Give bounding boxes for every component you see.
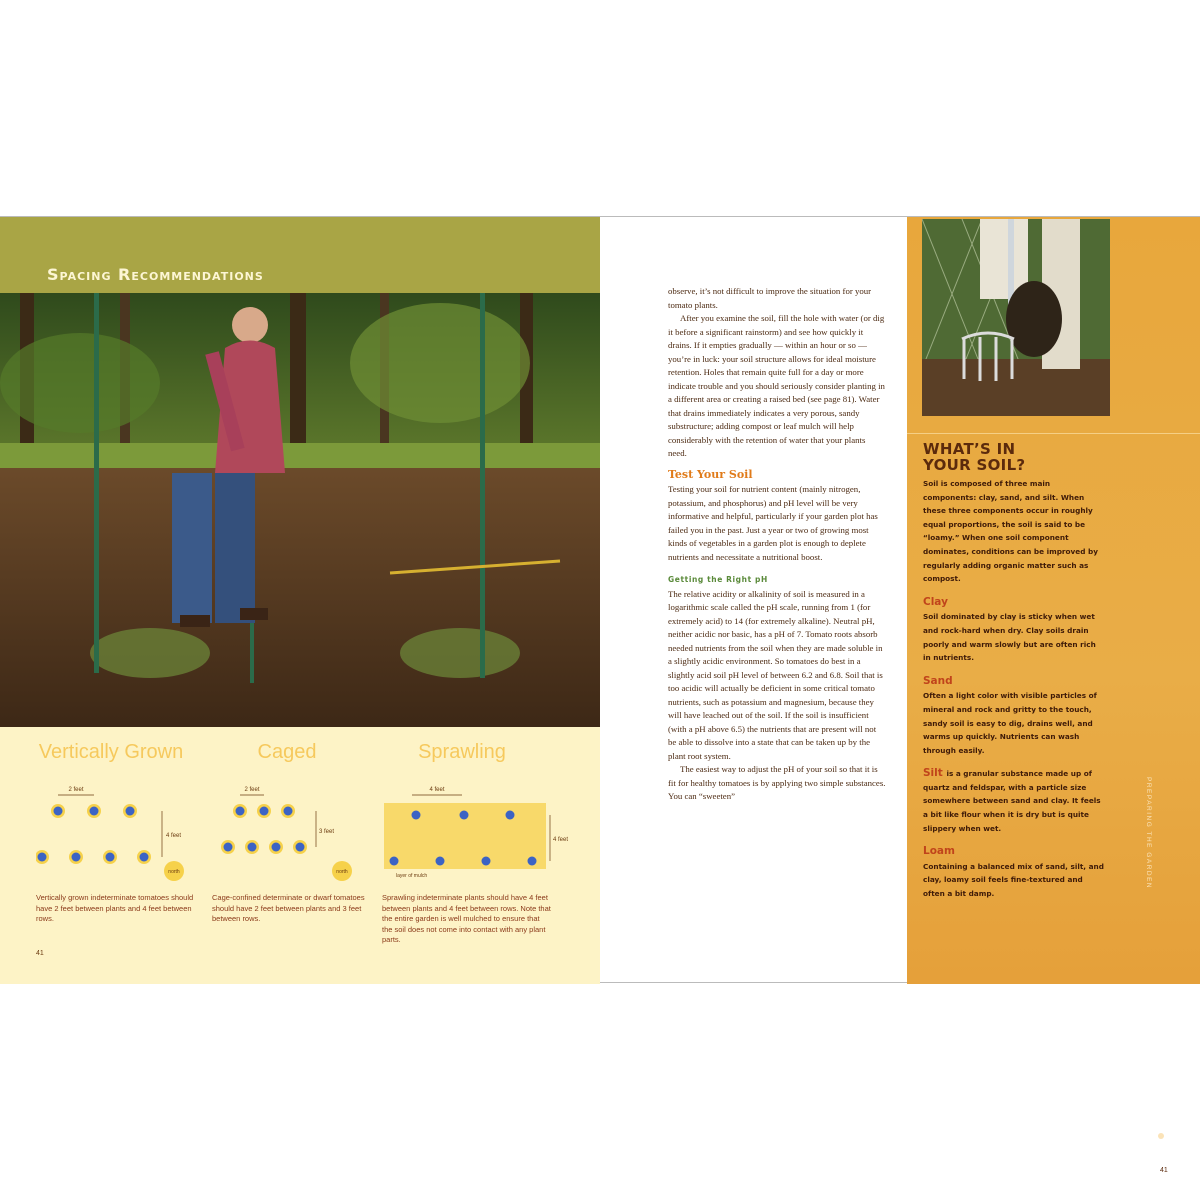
plant-dot <box>506 811 515 820</box>
diagram-vertically-grown <box>36 741 226 981</box>
diagram-caged-svg <box>212 771 372 881</box>
row-label: 3 feet <box>319 829 335 835</box>
banner-title: Spacing Recommendations <box>47 265 264 284</box>
plant-dot <box>284 807 293 816</box>
diagram-title: Caged <box>257 741 317 763</box>
loam-heading: Loam <box>923 845 955 858</box>
plant-dot <box>90 807 99 816</box>
row-label: 4 feet <box>553 837 569 843</box>
pitchfork-photo-illustration <box>922 219 1110 416</box>
running-head-dot <box>1158 1133 1164 1139</box>
north-label: north <box>336 869 348 875</box>
sidebar-title-line2: YOUR SOIL? <box>923 456 1026 474</box>
paragraph: The easiest way to adjust the pH of your soil so that it is fit for healthy tomatoes is by applying two simple substances. You can “sweeten” <box>668 764 886 801</box>
plant-row-bottom <box>36 850 151 864</box>
paragraph: After you examine the soil, fill the hole with water (or dig it before a significant rainstorm) and see how quickly it drains. If it empties gradually — within an hour or so — you’re in luck: your soil structure allows for ideal moisture retention. Holes that remain quite full for a day or more indicate trouble and you should seriously consider planting in a different area or creating a raised bed (see page 81). Water that drains immediately indicates a very porous, sandy substructure; adding compost or leaf mulch will help considerably with the retention of water that your plants need. <box>668 313 885 458</box>
sand-heading: Sand <box>923 674 953 687</box>
north-label: north <box>168 869 180 875</box>
section-heading: Test Your Soil <box>668 467 753 481</box>
plant-dot <box>38 853 47 862</box>
spacing-label: 2 feet <box>68 787 84 793</box>
running-head: PREPARING THE GARDEN <box>1145 777 1152 890</box>
sidebar-text <box>923 441 1105 901</box>
clay-heading: Clay <box>923 595 948 608</box>
subsection-heading: Getting the Right pH <box>668 575 768 584</box>
diagram-caption: Vertically grown indeterminate tomatoes should have 2 feet between plants and 4 feet between rows. <box>36 893 194 923</box>
plant-dot <box>260 807 269 816</box>
plant-dot <box>482 857 491 866</box>
plant-dot <box>54 807 63 816</box>
plant-dot <box>248 843 257 852</box>
diagram-sprawling-svg <box>382 771 582 881</box>
plant-dot <box>412 811 421 820</box>
plant-dot <box>224 843 233 852</box>
sidebar-divider <box>907 433 1200 434</box>
plant-dot <box>528 857 537 866</box>
page-number-right: 41 <box>1160 1167 1168 1174</box>
silt-heading <box>923 767 1105 835</box>
book-spread <box>0 216 1200 1174</box>
page-number: 41 <box>36 950 44 957</box>
diagram-title: Sprawling <box>418 741 506 763</box>
spacing-label: 2 feet <box>244 787 260 793</box>
diagram-vertically-grown-svg <box>36 771 201 881</box>
mulch-label: layer of mulch <box>396 873 428 879</box>
plant-dot <box>460 811 469 820</box>
plant-dot <box>272 843 281 852</box>
loam-text: Containing a balanced mix of sand, silt, and clay, loamy soil feels fine-textured and often a bit damp. <box>923 861 1104 899</box>
silt-text: is a granular substance made up of quartz and feldspar, with a particle size somewhere between sand and clay. It feels a bit like flour when it is dry but is quite slippery when wet. <box>923 769 1101 833</box>
diagram-caption: Cage-confined determinate or dwarf tomatoes should have 2 feet between plants and 3 feet between rows. <box>212 893 365 923</box>
diagram-caption: Sprawling indeterminate plants should have 4 feet between plants and 4 feet between rows. Note that the entire garden is well mulched to ensure that the soil does not come into contact with any plant parts. <box>382 893 551 944</box>
pitchfork-photo <box>922 219 1110 416</box>
plant-row-top <box>51 804 137 818</box>
sidebar-title <box>923 441 1105 473</box>
banner <box>0 217 600 293</box>
sidebar <box>907 217 1200 984</box>
plant-row-bottom <box>221 840 307 854</box>
sand-text: Often a light color with visible particles of mineral and rock and gritty to the touch, sandy soil is easy to dig, drains well, and warms up quickly. Nutrients can wash through easily. <box>923 691 1097 755</box>
spacing-label: 4 feet <box>429 787 445 793</box>
silt-title: Silt <box>923 767 943 780</box>
sidebar-intro: Soil is composed of three main components: clay, sand, and silt. When these three components occur in roughly equal proportions, the soil is said to be “loamy.” When one soil component dominates, conditions can be improved by regularly adding organic matter such as compost. <box>923 479 1098 584</box>
plant-dot <box>72 853 81 862</box>
plant-dot <box>126 807 135 816</box>
plant-row-top <box>233 804 295 818</box>
row-label: 4 feet <box>166 833 182 839</box>
paragraph: observe, it’s not difficult to improve the situation for your tomato plants. <box>668 286 872 310</box>
plant-dot <box>296 843 305 852</box>
diagram-caged <box>212 741 402 981</box>
garden-photo-illustration <box>0 293 600 727</box>
plant-dot <box>436 857 445 866</box>
clay-text: Soil dominated by clay is sticky when wet and rock-hard when dry. Clay soils drain poorly and warm slowly but are often rich in nutrients. <box>923 612 1096 663</box>
left-page <box>0 217 600 984</box>
paragraph: The relative acidity or alkalinity of soil is measured in a logarithmic scale called the pH scale, running from 1 (for extremely acid) to 14 (for extremely alkaline). Neutral pH, neither acidic nor basic, has a pH of 7. Tomato roots absorb needed nutrients from the soil when they are made soluble in a slightly acidic environment. So tomatoes do best in a slightly acid soil pH level of between 6.2 and 6.8. Soil that is too acidic will actually be deficient in some critical tomato nutrients, such as potassium and magnesium, because they will have leached out of the soil. If the soil is insufficient (with a pH above 6.5) the nutrients that are present will not be able to dissolve into a state that can be taken up by the plant root system. <box>668 588 883 761</box>
plant-dot <box>236 807 245 816</box>
plant-dot <box>390 857 399 866</box>
diagram-title: Vertically Grown <box>38 741 184 763</box>
sidebar-title-line1: WHAT’S IN <box>923 440 1016 458</box>
diagram-sprawling <box>382 741 592 981</box>
plant-dot <box>140 853 149 862</box>
plant-dot <box>106 853 115 862</box>
paragraph: Testing your soil for nutrient content (mainly nitrogen, potassium, and phosphorus) and pH level will be very informative and helpful, particularly if your garden plot has failed you in the past. Just a year or two of growing most kinds of vegetables in a garden plot is enough to deplete nutrients and necessitate a nutritional boost. <box>668 484 878 562</box>
body-text-column <box>668 285 886 804</box>
garden-photo <box>0 293 600 727</box>
